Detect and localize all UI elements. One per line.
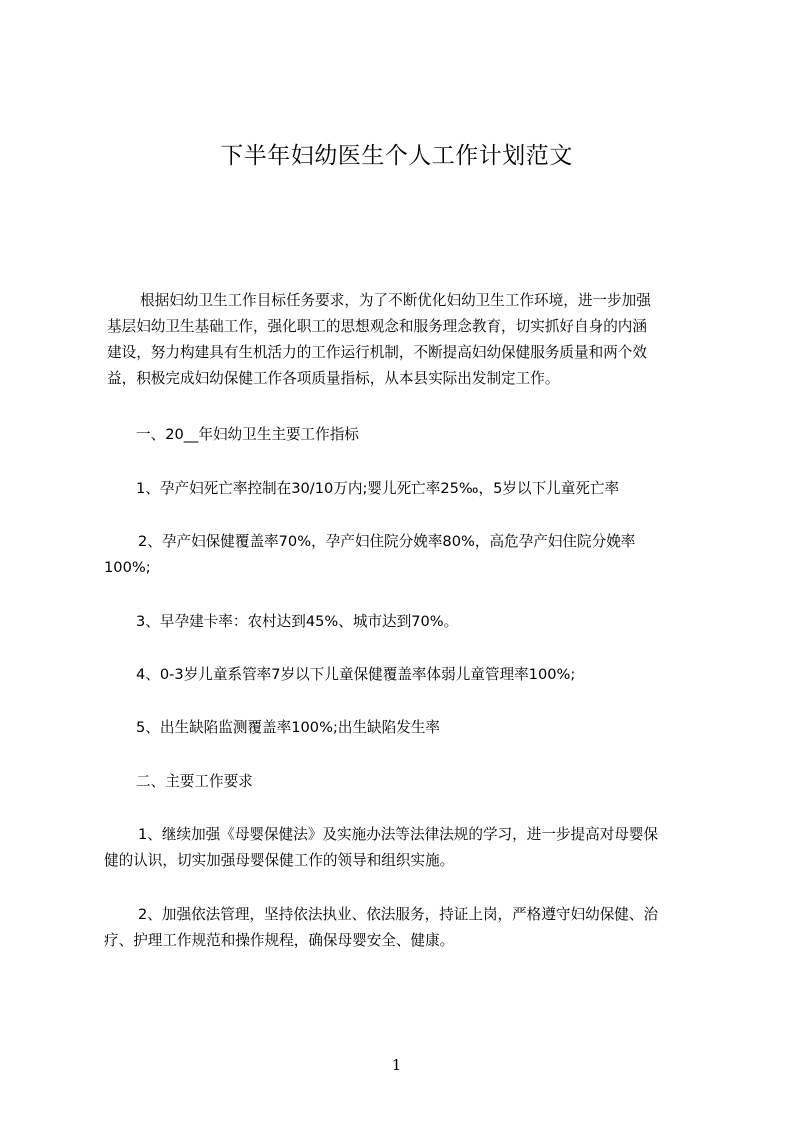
list-item: 5、出生缺陷监测覆盖率100%;出生缺陷发生率 bbox=[136, 719, 441, 736]
intro-line: 基层妇幼卫生基础工作，强化职工的思想观念和服务理念教育，切实抓好自身的内涵 bbox=[107, 318, 647, 335]
requirement-line: 2、加强依法管理，坚持依法执业、依法服务，持证上岗，严格遵守妇幼保健、治 bbox=[138, 906, 659, 923]
requirement-line: 1、继续加强《母婴保健法》及实施办法等法律法规的学习，进一步提高对母婴保 bbox=[138, 826, 659, 843]
intro-line: 建设，努力构建具有生机活力的工作运行机制，不断提高妇幼保健服务质量和两个效 bbox=[107, 344, 647, 361]
intro-line: 根据妇幼卫生工作目标任务要求，为了不断优化妇幼卫生工作环境，进一步加强 bbox=[140, 292, 651, 309]
document-title: 下半年妇幼医生个人工作计划范文 bbox=[220, 143, 573, 169]
page-number: 1 bbox=[391, 1056, 402, 1074]
list-item-line: 100%; bbox=[104, 559, 151, 576]
requirement-line: 健的认识，切实加强母婴保健工作的领导和组织实施。 bbox=[104, 852, 455, 869]
section-heading: 二、主要工作要求 bbox=[136, 773, 253, 790]
list-item: 3、早孕建卡率：农村达到45%、城市达到70%。 bbox=[136, 613, 459, 630]
intro-line: 益，积极完成妇幼保健工作各项质量指标，从本县实际出发制定工作。 bbox=[107, 370, 560, 387]
section-heading: 一、20__年妇幼卫生主要工作指标 bbox=[136, 426, 359, 443]
list-item: 4、0-3岁儿童系管率7岁以下儿童保健覆盖率体弱儿童管理率100%; bbox=[136, 666, 576, 683]
list-item: 1、孕产妇死亡率控制在30/10万内;婴儿死亡率25‰，5岁以下儿童死亡率 bbox=[136, 480, 620, 497]
list-item-line: 2、孕产妇保健覆盖率70%，孕产妇住院分娩率80%，高危孕产妇住院分娩率 bbox=[138, 533, 636, 550]
requirement-line: 疗、护理工作规范和操作规程，确保母婴安全、健康。 bbox=[104, 932, 455, 949]
